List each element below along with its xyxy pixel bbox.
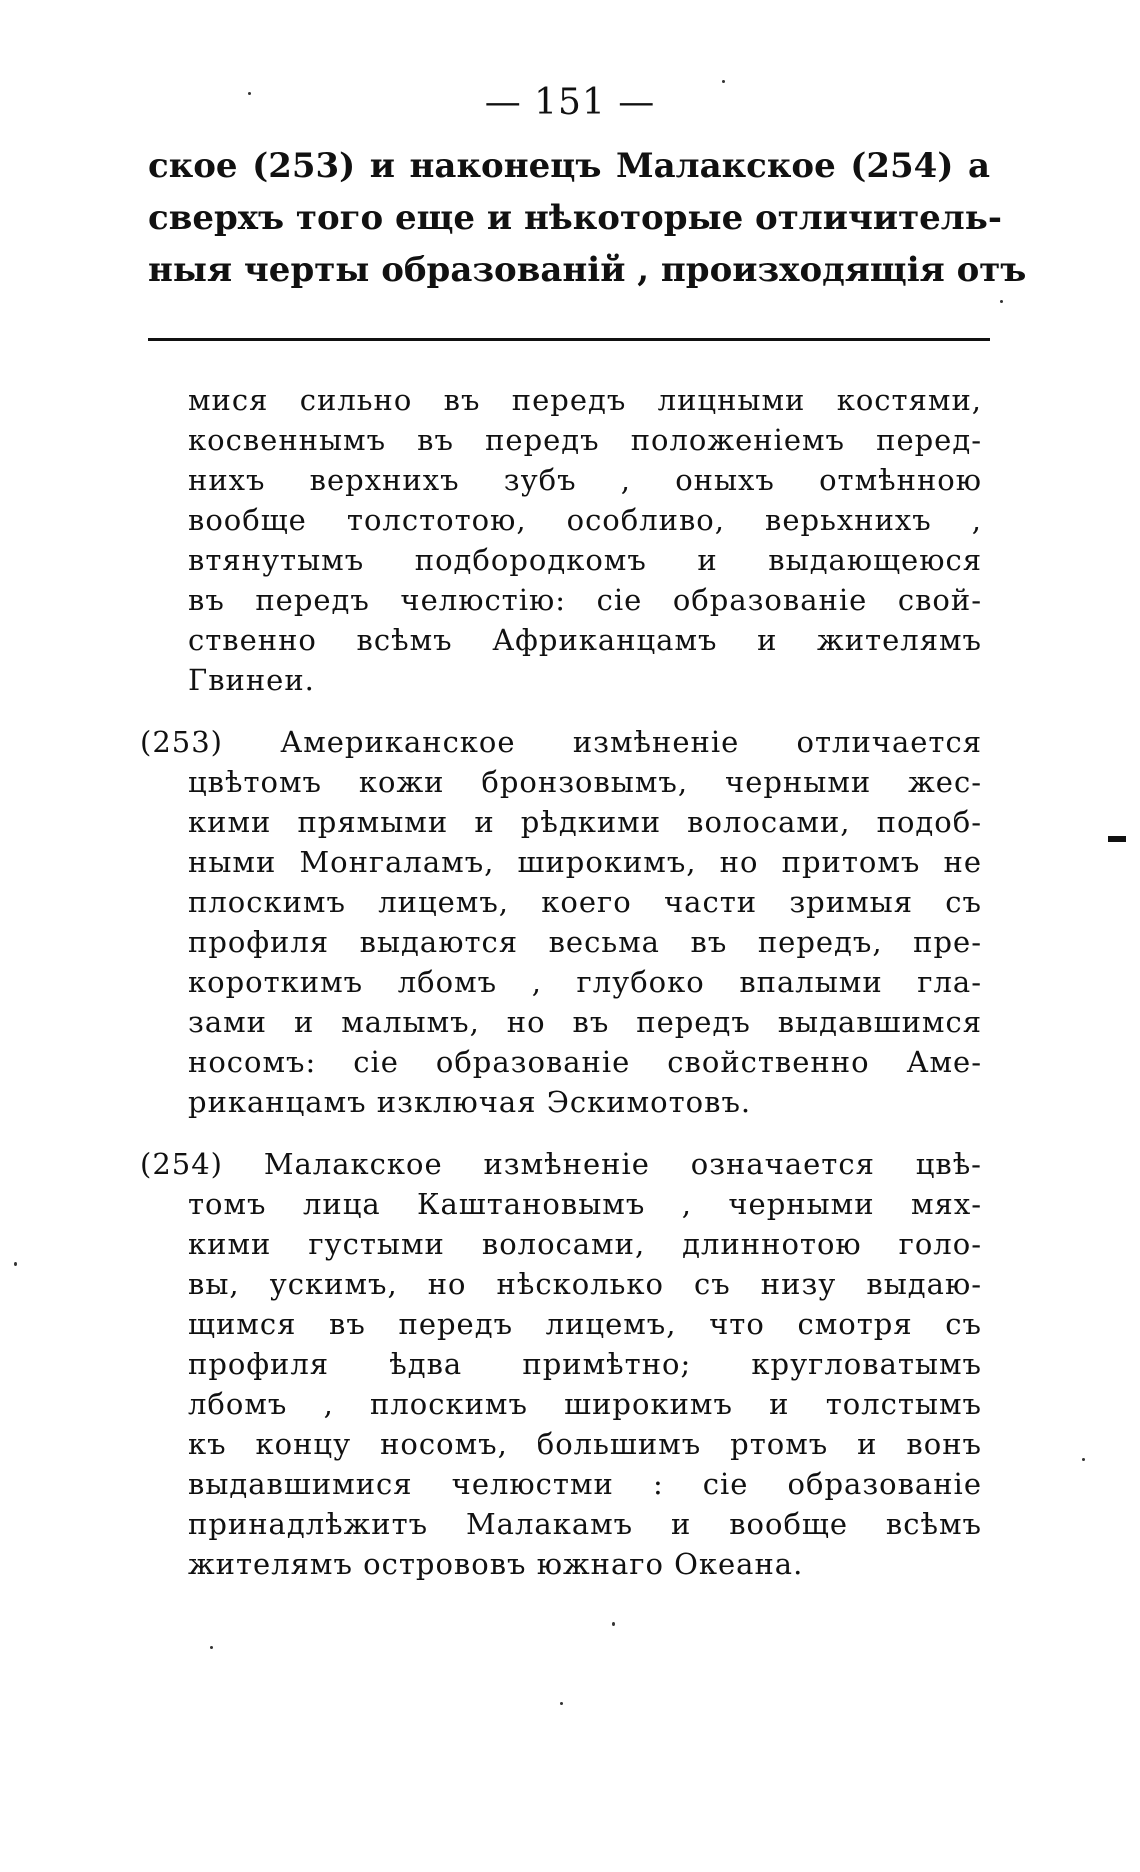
footnote-line: Гвинеи.: [188, 663, 315, 697]
footnote-line: къ концу носомъ, большимъ ртомъ и вонъ: [188, 1427, 982, 1461]
footnote-line: выдавшимися челюстми : сіе образованіе: [188, 1467, 982, 1501]
footnote-line: короткимъ лбомъ , глубоко впалыми гла-: [188, 965, 982, 999]
footnote-line: вы, ускимъ, но нѣсколько съ низу выдаю-: [188, 1267, 982, 1301]
scan-speck: [1082, 1458, 1085, 1461]
footnote-line: втянутымъ подбородкомъ и выдающеюся: [188, 543, 982, 577]
scan-speck: [248, 92, 251, 95]
footnote-line: кими прямыми и рѣдкими волосами, подоб-: [188, 805, 982, 839]
scan-speck: [722, 80, 725, 83]
footnote-separator-rule: [148, 338, 990, 341]
footnote-line: риканцамъ изключая Эскимотовъ.: [188, 1085, 752, 1119]
scan-speck: [560, 1702, 563, 1705]
footnote-line: нихъ верхнихъ зубъ , оныхъ отмѣнною: [188, 463, 982, 497]
footnotes: [140, 380, 982, 1606]
page-number: — 151 —: [484, 82, 656, 123]
footnote-line: вообще толстотою, особливо, верьхнихъ ,: [188, 503, 982, 537]
footnote-line: (253) Американское измѣненіе отличается: [140, 725, 982, 759]
main-text-line: ское (253) и наконецъ Малакское (254) а: [148, 146, 990, 186]
footnote-line: мися сильно въ передъ лицными костями,: [188, 383, 982, 417]
footnote-line: щимся въ передъ лицемъ, что смотря съ: [188, 1307, 982, 1341]
footnote-line: носомъ: сіе образованіе свойственно Аме-: [188, 1045, 982, 1079]
footnote-line: томъ лица Каштановымъ , черными мях-: [188, 1187, 982, 1221]
main-text-line: ныя черты образованій , произходящія отъ: [148, 250, 1027, 290]
scan-mark: [1108, 836, 1126, 842]
scan-speck: [14, 1262, 17, 1266]
footnote-line: зами и малымъ, но въ передъ выдавшимся: [188, 1005, 982, 1039]
footnote-line: кими густыми волосами, длиннотою голо-: [188, 1227, 982, 1261]
footnote-line: въ передъ челюстію: сіе образованіе свой-: [188, 583, 982, 617]
footnote-253: [140, 722, 982, 1122]
footnote-line: жителямъ острововъ южнаго Океана.: [188, 1547, 804, 1581]
scan-speck: [210, 1646, 213, 1649]
footnote-line: плоскимъ лицемъ, коего части зримыя съ: [188, 885, 982, 919]
footnote-line: ственно всѣмъ Африканцамъ и жителямъ: [188, 623, 982, 657]
footnote-line: профиля выдаются весьма въ передъ, пре-: [188, 925, 982, 959]
main-text-line: сверхъ того еще и нѣкоторые отличитель-: [148, 198, 1002, 238]
footnote-254: [140, 1144, 982, 1584]
scan-speck: [1000, 300, 1003, 303]
footnote-line: косвеннымъ въ передъ положеніемъ перед-: [188, 423, 982, 457]
footnote-line: лбомъ , плоскимъ широкимъ и толстымъ: [188, 1387, 982, 1421]
footnote-line: ными Монгаламъ, широкимъ, но притомъ не: [188, 845, 982, 879]
footnote-line: профиля ѣдва примѣтно; кругловатымъ: [188, 1347, 982, 1381]
footnote-line: цвѣтомъ кожи бронзовымъ, черными жес-: [188, 765, 982, 799]
scan-speck: [612, 1622, 615, 1626]
main-text: [148, 140, 1027, 296]
footnote-line: принадлѣжитъ Малакамъ и вообще всѣмъ: [188, 1507, 982, 1541]
footnote-line: (254) Малакское измѣненіе означается цвѣ-: [140, 1147, 982, 1181]
footnote-continuation: [140, 380, 982, 700]
